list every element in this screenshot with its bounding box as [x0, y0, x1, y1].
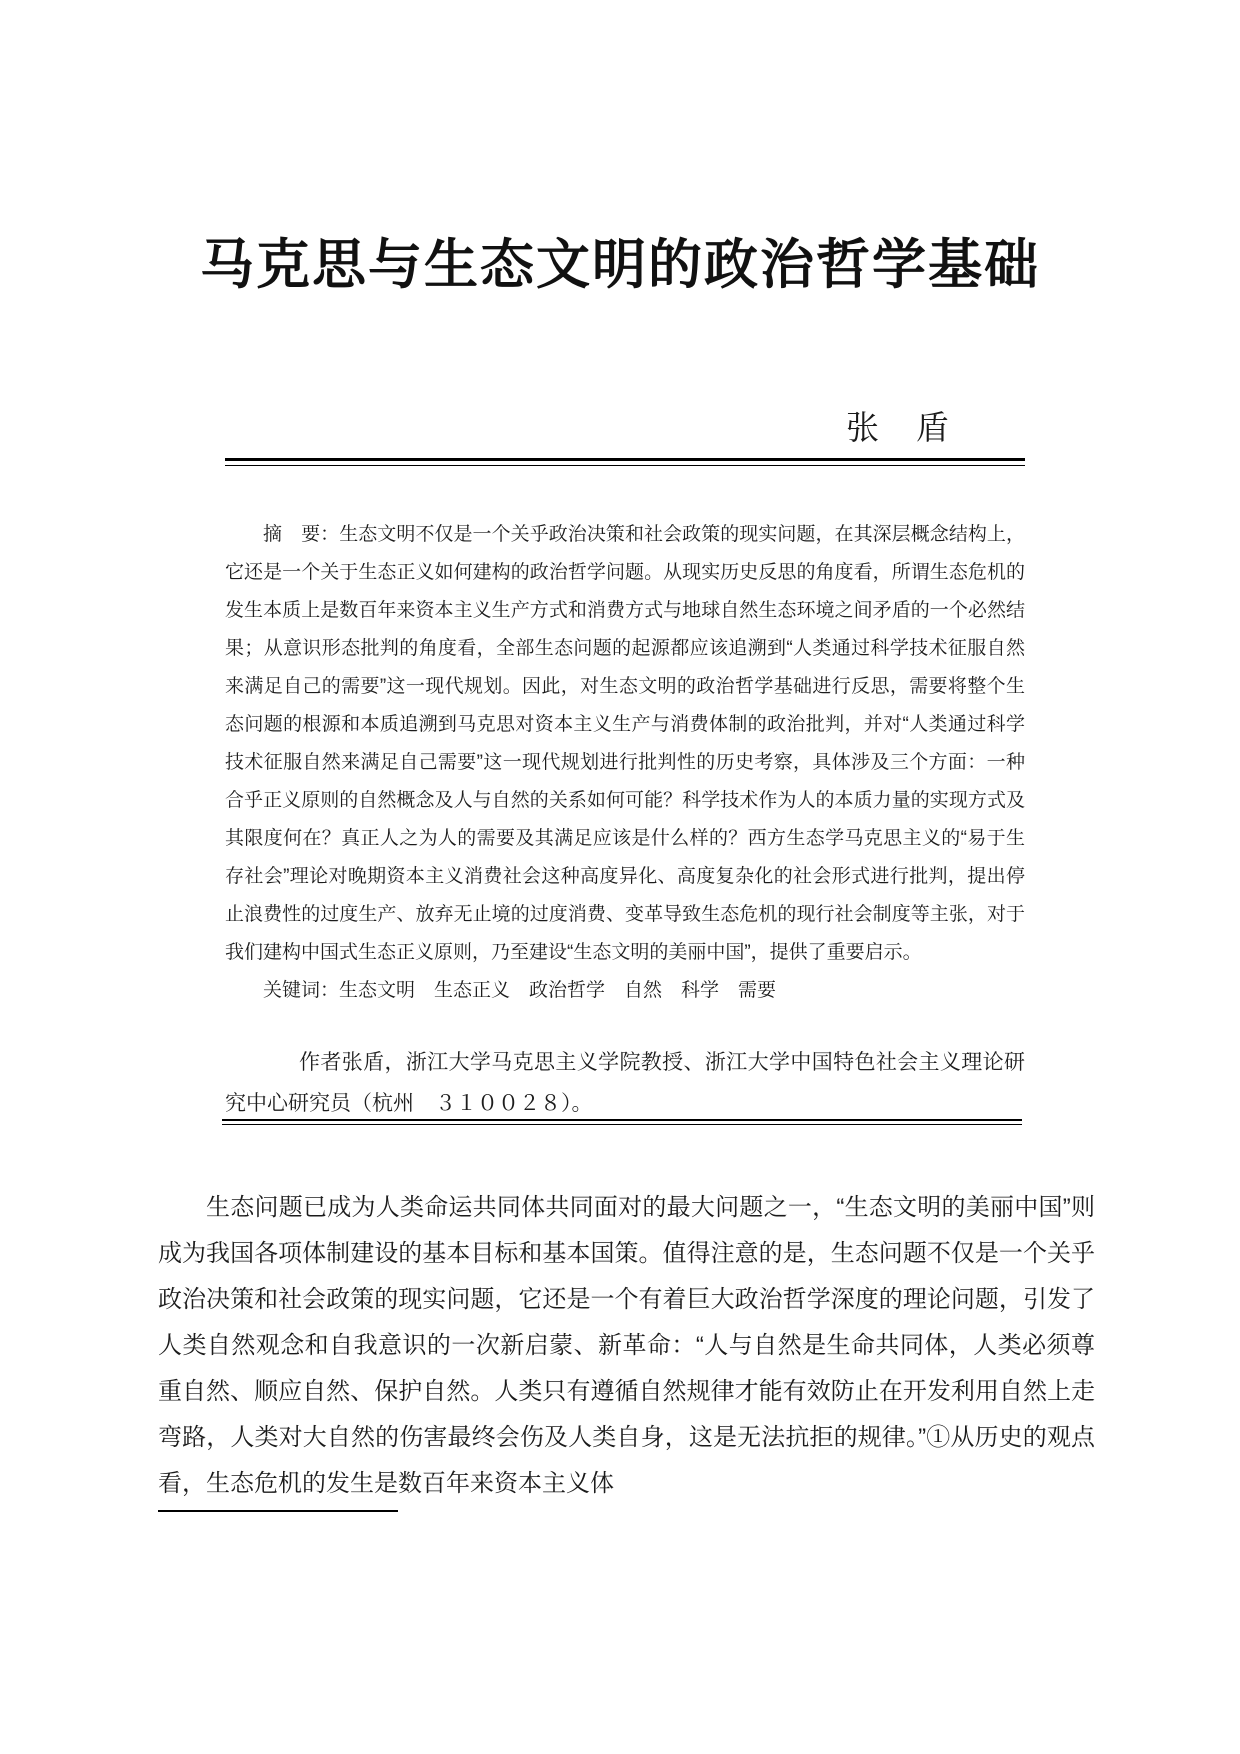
abstract-text: 生态文明不仅是一个关乎政治决策和社会政策的现实问题，在其深层概念结构上，它还是一个关于生态正义如何建构的政治哲学问题。从现实历史反思的角度看，所谓生态危机的发生本质上是数百年来资本主义生产方式和消费方式与地球自然生态环境之间矛盾的一个必然结果；从意识形态批判的角度看，全部生态问题的起源都应该追溯到“人类通过科学技术征服自然来满足自己的需要”这一现代规划。因此，对生态文明的政治哲学基础进行反思，需要将整个生态问题的根源和本质追溯到马克思对资本主义生产与消费体制的政治批判，并对“人类通过科学技术征服自然来满足自己需要”这一现代规划进行批判性的历史考察，具体涉及三个方面：一种合乎正义原则的自然概念及人与自然的关系如何可能？科学技术作为人的本质力量的实现方式及其限度何在？真正人之为人的需要及其满足应该是什么样的？西方生态学马克思主义的“易于生存社会”理论对晚期资本主义消费社会这种高度异化、高度复杂化的社会形式进行批判，提出停止浪费性的过度生产、放弃无止境的过度消费、变革导致生态危机的现行社会制度等主张，对于我们建构中国式生态正义原则，乃至建设“生态文明的美丽中国”，提供了重要启示。: [225, 524, 1025, 963]
keywords-label: 关键词：: [263, 980, 340, 1001]
header-double-rule: [225, 458, 1025, 466]
footer-double-rule: [222, 1119, 1022, 1125]
author-name: 张 盾: [846, 409, 951, 446]
body-paragraph: 生态问题已成为人类命运共同体共同面对的最大问题之一，“生态文明的美丽中国”则成为我国各项体制建设的基本目标和基本国策。值得注意的是，生态问题不仅是一个关乎政治决策和社会政策的现实问题，它还是一个有着巨大政治哲学深度的理论问题，引发了人类自然观念和自我意识的一次新启蒙、新革命：“人与自然是生命共同体，人类必须尊重自然、顺应自然、保护自然。人类只有遵循自然规律才能有效防止在开发利用自然上走弯路，人类对大自然的伤害最终会伤及人类自身，这是无法抗拒的规律。”①从历史的观点看，生态危机的发生是数百年来资本主义体: [158, 1194, 1095, 1497]
abstract-label: 摘 要：: [263, 524, 340, 545]
keywords-line: [225, 972, 1025, 1010]
footnote-separator-rule: [158, 1510, 398, 1512]
keywords-text: 生态文明 生态正义 政治哲学 自然 科学 需要: [339, 980, 777, 1001]
author-affiliation: 作者张盾，浙江大学马克思主义学院教授、浙江大学中国特色社会主义理论研究中心研究员（杭州 ３１００２８）。: [225, 1051, 1025, 1115]
abstract-paragraph: [225, 516, 1025, 972]
article-title: 马克思与生态文明的政治哲学基础: [200, 235, 1040, 296]
